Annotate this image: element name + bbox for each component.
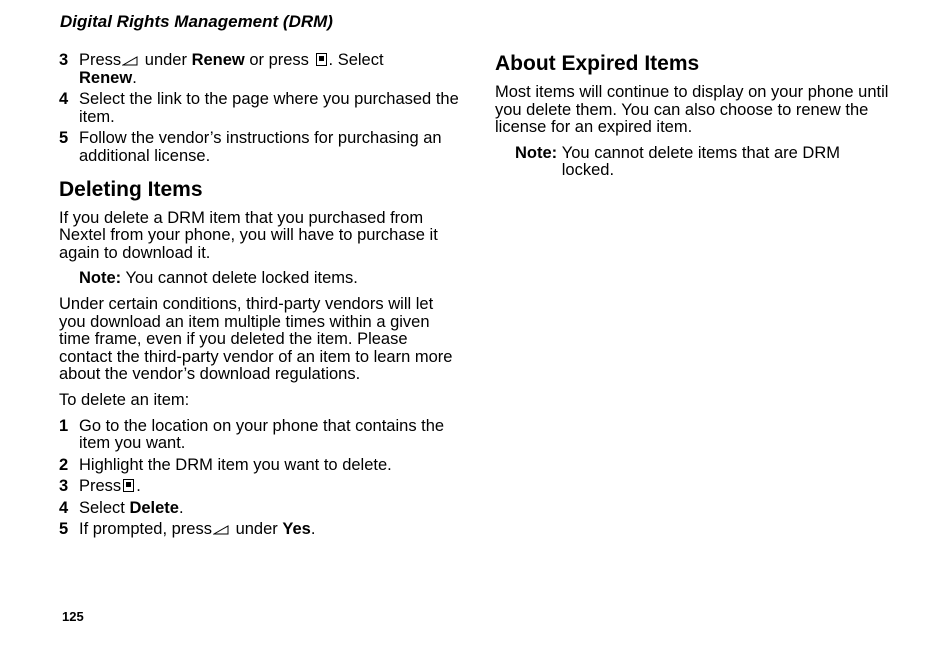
step-number: 5 xyxy=(59,129,69,148)
renew-step-5 xyxy=(59,130,459,165)
note-text: You cannot delete items that are DRM locked. xyxy=(561,143,840,180)
delete-step-4: 4 Select Delete. xyxy=(59,498,184,517)
menu-key-icon xyxy=(123,479,134,492)
delete-step-1 xyxy=(59,418,459,453)
delete-step-5: 5 If prompted, press under Yes. xyxy=(59,520,316,539)
conditions-paragraph: Under certain conditions, third-party vendors will let you download an item multiple times within a given time frame, even if you deleted the item. Please contact the third-party vendor of an item to learn more about the vendor’s download regulations. xyxy=(59,294,453,384)
note-label: Note: xyxy=(515,143,558,162)
left-column xyxy=(59,52,459,543)
deleting-intro: If you delete a DRM item that you purchased from Nextel from your phone, you will have to purchase it again to download it. xyxy=(59,208,438,262)
renew-step-4 xyxy=(59,91,459,126)
step-text: Go to the location on your phone that contains the item you want. xyxy=(79,416,445,453)
note-drm-locked xyxy=(495,145,890,180)
page-header: Digital Rights Management (DRM) xyxy=(60,12,333,31)
step-text: Highlight the DRM item you want to delete. xyxy=(79,455,392,474)
step-text: Select the link to the page where you purchased the item. xyxy=(79,90,459,126)
menu-key-icon xyxy=(316,53,327,66)
softkey-icon xyxy=(213,525,229,535)
about-expired-heading: About Expired Items xyxy=(495,52,700,75)
deleting-items-heading: Deleting Items xyxy=(59,177,203,201)
step-text: Press xyxy=(79,51,122,69)
step-number: 4 xyxy=(59,90,69,109)
step-number: 3 xyxy=(59,477,69,496)
step-text: Follow the vendor’s instructions for purchasing an additional license. xyxy=(79,129,442,165)
step-number: 1 xyxy=(59,416,69,435)
step-number: 3 xyxy=(59,51,69,69)
step-number: 4 xyxy=(59,498,69,517)
softkey-icon xyxy=(122,56,138,66)
step-text: Select xyxy=(79,498,130,517)
step-text: Press xyxy=(79,477,122,496)
delete-step-3: 3 Press . xyxy=(59,477,141,496)
to-delete-intro: To delete an item: xyxy=(59,390,190,409)
delete-step-2 xyxy=(59,457,459,475)
right-column xyxy=(495,52,890,188)
page-number: 125 xyxy=(62,609,84,624)
note-text: You cannot delete locked items. xyxy=(121,269,358,288)
step-number: 2 xyxy=(59,455,69,474)
note-label: Note: xyxy=(79,269,122,288)
note-locked xyxy=(59,270,459,288)
renew-step-3: 3 Press under Renew or press . Select Renew. xyxy=(59,51,384,87)
expired-paragraph: Most items will continue to display on your phone until you delete them. You can also choose to renew the license for an expired item. xyxy=(495,83,889,137)
step-number: 5 xyxy=(59,520,69,539)
step-text: If prompted, press xyxy=(79,520,212,539)
